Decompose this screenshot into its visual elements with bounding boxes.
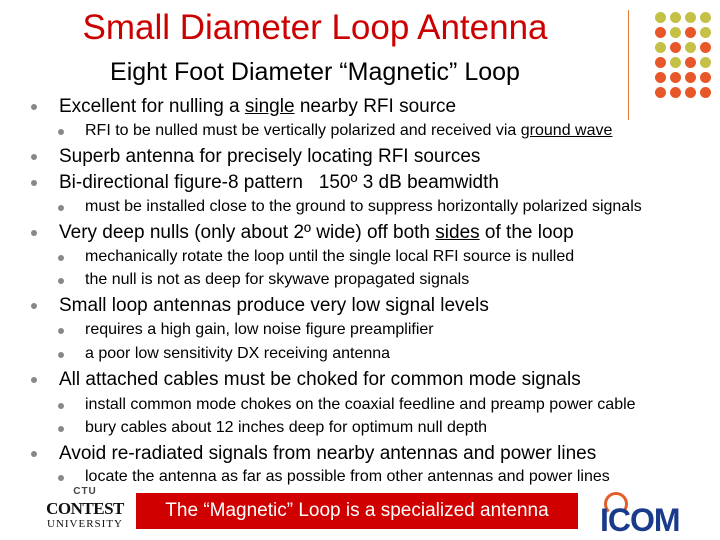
bullet-marker [58, 205, 64, 211]
icom-logo [596, 492, 692, 536]
bullet-marker [31, 104, 37, 110]
icom-logo-text: ICOM [600, 502, 680, 538]
bullet-text: Very deep nulls (only about 2º wide) off both sides of the loop [59, 222, 574, 243]
slide-title: Small Diameter Loop Antenna [82, 8, 548, 47]
bullet-marker [31, 451, 37, 457]
bullet-text: locate the antenna as far as possible from other antennas and power lines [85, 468, 610, 485]
bullet-marker [58, 129, 64, 135]
bullet-text: RFI to be nulled must be vertically polarized and received via ground wave [85, 122, 613, 139]
bullet-text: Small loop antennas produce very low signal levels [59, 295, 489, 316]
bullet-text: bury cables about 12 inches deep for optimum null depth [85, 419, 488, 436]
bullet-marker [58, 328, 64, 334]
bullet-marker [58, 278, 64, 284]
logo-contest-text: CONTEST [46, 499, 124, 518]
decorative-dot-grid [640, 12, 712, 99]
bullet-text: Superb antenna for precisely locating RFI sources [59, 146, 481, 167]
slide-subtitle: Eight Foot Diameter “Magnetic” Loop [110, 58, 520, 86]
bullet-marker [58, 255, 64, 261]
bullet-marker [31, 303, 37, 309]
bullet-text: install common mode chokes on the coaxial feedline and preamp power cable [85, 396, 636, 413]
contest-university-logo [26, 486, 144, 534]
decorative-divider [628, 10, 629, 120]
bullet-marker [31, 180, 37, 186]
logo-university-text: UNIVERSITY [47, 518, 123, 530]
bullet-marker [58, 426, 64, 432]
bullet-text: mechanically rotate the loop until the single local RFI source is nulled [85, 248, 575, 265]
bullet-marker [31, 377, 37, 383]
bullet-text: requires a high gain, low noise figure preamplifier [85, 321, 434, 338]
bullet-text: a poor low sensitivity DX receiving antenna [85, 345, 391, 362]
footer-banner: The “Magnetic” Loop is a specialized antenna [136, 493, 578, 529]
bullet-marker [31, 154, 37, 160]
bullet-marker [58, 403, 64, 409]
bullet-text: Excellent for nulling a single nearby RFI source [59, 96, 457, 117]
bullet-text: must be installed close to the ground to suppress horizontally polarized signals [85, 198, 642, 215]
bullet-marker [58, 352, 64, 358]
bullet-marker [31, 230, 37, 236]
bullet-marker [58, 475, 64, 481]
bullet-text: Avoid re-radiated signals from nearby antennas and power lines [59, 443, 597, 464]
logo-ctu-text: CTU [73, 486, 97, 497]
bullet-text: Bi-directional figure-8 pattern 150º 3 dB beamwidth [59, 172, 499, 193]
bullet-text: the null is not as deep for skywave propagated signals [85, 271, 470, 288]
bullet-text: All attached cables must be choked for common mode signals [59, 369, 581, 390]
